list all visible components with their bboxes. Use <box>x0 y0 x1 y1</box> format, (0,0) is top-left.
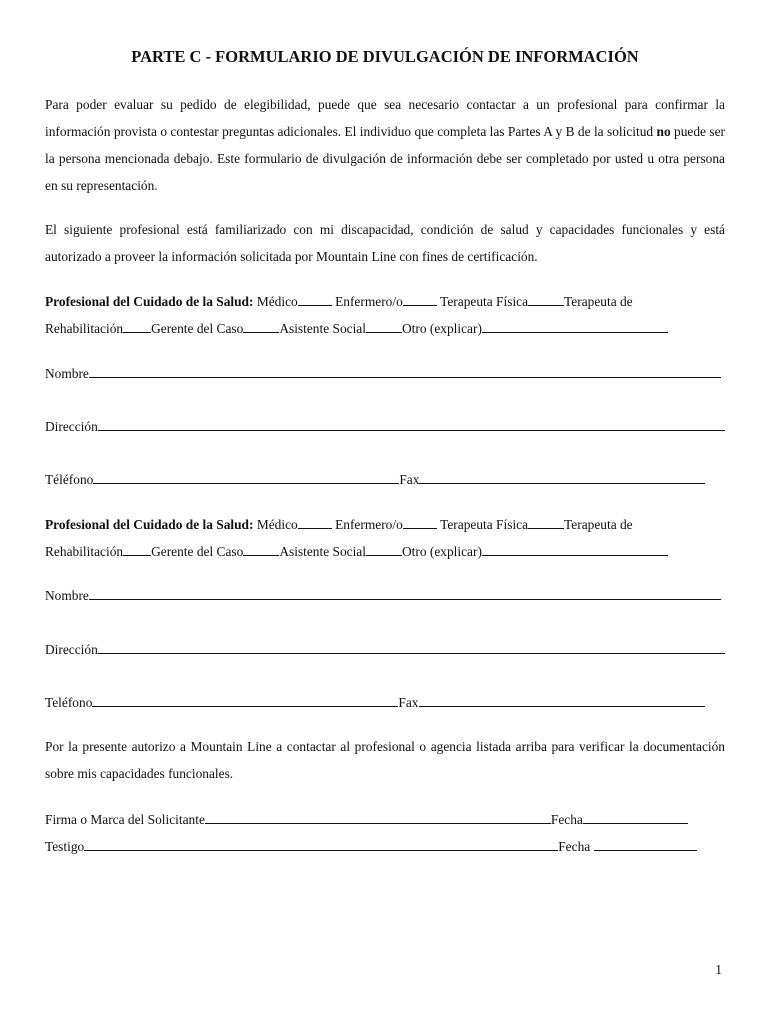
direccion-field[interactable] <box>98 641 725 654</box>
intro-text-part1: Para poder evaluar su pedido de elegibilidad, puede que sea necesario contactar a un profesional para confirmar la información provista o contestar preguntas adicionales. El individuo que completa las Partes A y B de la solicitud <box>45 97 725 139</box>
profession-options-row-1 <box>45 293 725 311</box>
rehabilitacion-blank[interactable] <box>123 320 151 333</box>
gerente-blank[interactable] <box>243 543 279 556</box>
intro-emphasis: no <box>656 124 671 139</box>
medico-blank[interactable] <box>298 293 332 306</box>
fecha-field[interactable] <box>594 838 697 851</box>
telefono-field[interactable] <box>93 471 399 484</box>
rehabilitacion-blank[interactable] <box>123 543 151 556</box>
option-asistente: Asistente Social <box>279 544 366 559</box>
option-rehabilitacion: Rehabilitación <box>45 321 124 336</box>
nombre-row <box>45 365 725 383</box>
testigo-row <box>45 838 725 856</box>
option-enfermero: Enfermero/o <box>335 294 403 309</box>
firma-field[interactable] <box>205 811 551 824</box>
otro-field[interactable] <box>482 320 668 333</box>
option-enfermero: Enfermero/o <box>335 517 403 532</box>
testigo-label: Testigo <box>45 839 85 854</box>
option-gerente: Gerente del Caso <box>151 321 244 336</box>
fecha-label: Fecha <box>550 812 583 827</box>
nombre-row <box>45 587 725 605</box>
option-otro: Otro (explicar) <box>401 544 482 559</box>
telefono-fax-row <box>45 694 725 712</box>
intro-text-part2: puede ser la persona mencionada debajo. Este formulario de divulgación de información debe ser completado por usted u otra persona en su representación. <box>45 124 725 193</box>
testigo-field[interactable] <box>84 838 558 851</box>
intro-paragraph <box>45 91 725 199</box>
option-terapeuta-de: Terapeuta de <box>564 294 633 309</box>
nombre-label: Nombre <box>45 366 89 381</box>
profession-heading: Profesional del Cuidado de la Salud: <box>45 517 254 532</box>
nombre-field[interactable] <box>89 587 721 600</box>
option-terapeuta-de: Terapeuta de <box>564 517 633 532</box>
fecha-field[interactable] <box>583 811 688 824</box>
option-terapeuta-fisica: Terapeuta Física <box>440 517 529 532</box>
profession-options-row-2 <box>45 320 725 338</box>
medico-blank[interactable] <box>298 516 332 529</box>
option-medico: Médico <box>256 294 298 309</box>
direccion-row <box>45 418 725 436</box>
fax-field[interactable] <box>419 471 705 484</box>
direccion-label: Dirección <box>45 642 98 657</box>
asistente-blank[interactable] <box>366 543 402 556</box>
option-otro: Otro (explicar) <box>401 321 482 336</box>
option-asistente: Asistente Social <box>279 321 366 336</box>
asistente-blank[interactable] <box>366 320 402 333</box>
telefono-label: Téléfono <box>45 472 94 487</box>
profession-heading: Profesional del Cuidado de la Salud: <box>45 294 254 309</box>
firma-row <box>45 811 725 829</box>
telefono-fax-row <box>45 471 725 489</box>
enfermero-blank[interactable] <box>403 293 437 306</box>
option-gerente: Gerente del Caso <box>151 544 244 559</box>
fax-label: Fax <box>399 472 420 487</box>
fecha-label: Fecha <box>558 839 591 854</box>
telefono-label: Teléfono <box>45 695 93 710</box>
page-number: 1 <box>715 962 722 977</box>
page-title: PARTE C - FORMULARIO DE DIVULGACIÓN DE INFORMACIÓN <box>131 47 639 66</box>
terapeuta-fisica-blank[interactable] <box>528 293 564 306</box>
profession-options-row-1 <box>45 516 725 534</box>
enfermero-blank[interactable] <box>403 516 437 529</box>
direccion-field[interactable] <box>98 418 725 431</box>
profession-options-row-2 <box>45 543 725 561</box>
option-medico: Médico <box>256 517 298 532</box>
option-terapeuta-fisica: Terapeuta Física <box>440 294 529 309</box>
direccion-label: Dirección <box>45 419 98 434</box>
fax-label: Fax <box>398 695 419 710</box>
option-rehabilitacion: Rehabilitación <box>45 544 124 559</box>
otro-field[interactable] <box>482 543 668 556</box>
fax-field[interactable] <box>419 694 705 707</box>
statement-paragraph: El siguiente profesional está familiarizado con mi discapacidad, condición de salud y capacidades funcionales y está autorizado a proveer la información solicitada por Mountain Line con fines de certificación. <box>45 222 725 264</box>
authorization-paragraph: Por la presente autorizo a Mountain Line a contactar al profesional o agencia listada arriba para verificar la documentación sobre mis capacidades funcionales. <box>45 739 725 781</box>
nombre-field[interactable] <box>89 365 721 378</box>
terapeuta-fisica-blank[interactable] <box>528 516 564 529</box>
gerente-blank[interactable] <box>243 320 279 333</box>
firma-label: Firma o Marca del Solicitante <box>45 812 205 827</box>
nombre-label: Nombre <box>45 588 89 603</box>
telefono-field[interactable] <box>92 694 398 707</box>
direccion-row <box>45 641 725 659</box>
